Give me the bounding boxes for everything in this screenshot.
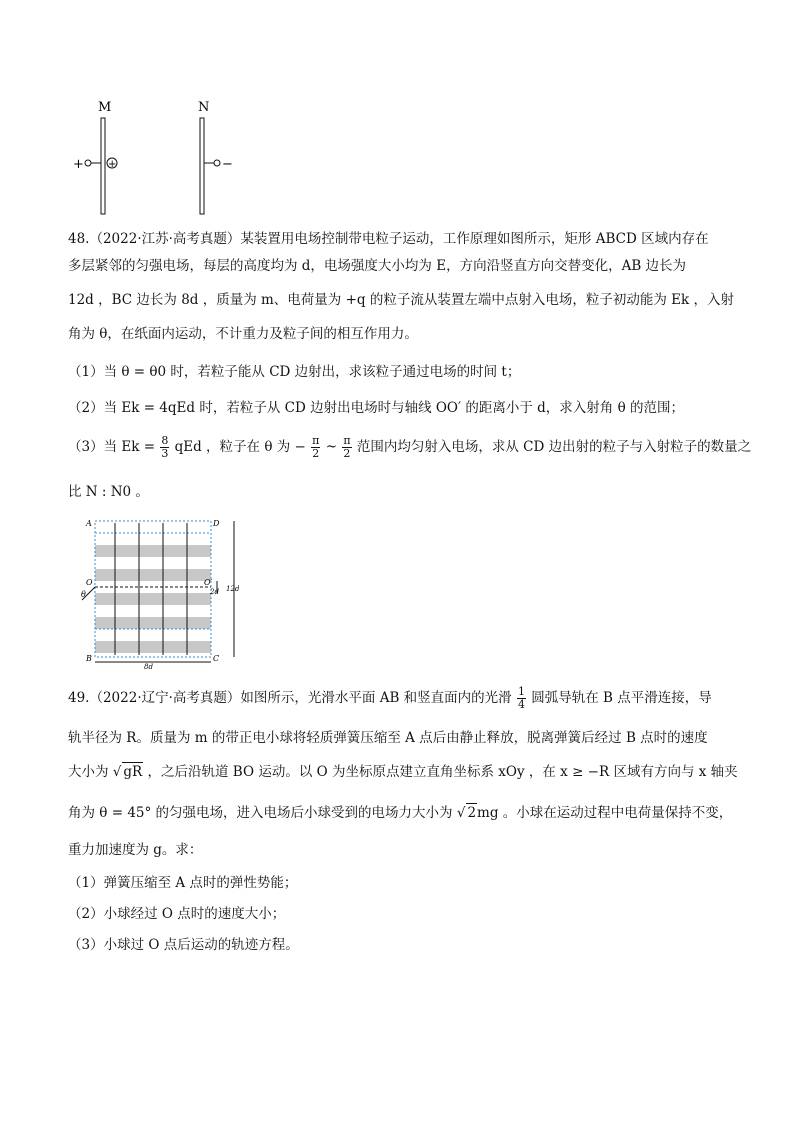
q48-line2: 多层紧邻的匀强电场，每层的高度均为 d，电场强度大小均为 E，方向沿竖直方向交替变化，AB 边长为 xyxy=(68,258,687,274)
q48-line3: 12d ，BC 边长为 8d ，质量为 m、电荷量为 +q 的粒子流从装置左端中点射入电场，粒子初动能为 Ek ，入射 xyxy=(68,292,734,308)
field-figure xyxy=(80,515,250,670)
q49-part3: （3）小球过 O 点后运动的轨迹方程。 xyxy=(68,937,299,953)
label-d: D xyxy=(213,519,220,528)
plates-figure xyxy=(60,90,260,220)
minus-terminal: − xyxy=(222,157,233,172)
band xyxy=(95,569,211,581)
particle-plus: + xyxy=(108,159,117,170)
q48-part3 xyxy=(68,434,751,460)
fraction-pi-2-b xyxy=(342,435,351,460)
band xyxy=(95,617,211,629)
region-abcd xyxy=(95,521,211,657)
frac-num: π xyxy=(343,434,351,447)
band xyxy=(95,593,211,605)
q48-part3-b: qEd ，粒子在 θ 为 − xyxy=(174,439,306,455)
q49-line1-b: 圆弧导轨在 B 点平滑连接，导 xyxy=(531,690,712,706)
fraction-8-3 xyxy=(160,435,169,460)
q49-line3: 大小为 √ gR ，之后沿轨道 BO 运动。以 O 为坐标原点建立直角坐标系 xOy ，在 x ≥ −R 区域有方向与 x 轴夹 xyxy=(68,764,738,780)
label-2d: 2d xyxy=(210,588,219,596)
q49-line1-a: 49.（2022·辽宁·高考真题）如图所示，光滑水平面 AB 和竖直面内的光滑 xyxy=(68,690,512,706)
frac-num: π xyxy=(312,434,320,447)
sqrt-gr: gR xyxy=(123,764,143,780)
q49-line1 xyxy=(68,685,712,711)
q48-part3-end: 比 N : N0 。 xyxy=(68,484,149,500)
terminal-left xyxy=(85,160,91,166)
frac-num: 8 xyxy=(161,434,169,447)
label-8d: 8d xyxy=(144,663,153,670)
band xyxy=(95,545,211,557)
q49-part1: （1）弹簧压缩至 A 点时的弹性势能； xyxy=(68,875,298,891)
q49-line4-a: 角为 θ = 45° 的匀强电场，进入电场后小球受到的电场力大小为 xyxy=(68,805,453,821)
fraction-1-4 xyxy=(517,686,526,711)
label-m: M xyxy=(98,100,112,115)
frac-den: 2 xyxy=(343,447,351,460)
label-theta: θ xyxy=(81,590,86,599)
terminal-right xyxy=(214,160,220,166)
band xyxy=(95,641,211,653)
q49-part2: （2）小球经过 O 点时的速度大小； xyxy=(68,906,286,922)
label-a: A xyxy=(86,519,92,528)
fraction-pi-2-a xyxy=(311,435,320,460)
q48-part1: （1）当 θ = θ0 时，若粒子能从 CD 边射出，求该粒子通过电场的时间 t； xyxy=(68,364,521,380)
q49-line4-b: mg 。小球在运动过程中电荷量保持不变， xyxy=(477,805,733,821)
label-o-prime: O′ xyxy=(204,578,213,587)
label-12d: 12d xyxy=(226,585,240,593)
frac-num: 1 xyxy=(517,685,525,698)
label-n: N xyxy=(198,100,210,115)
q49-line5: 重力加速度为 g。求： xyxy=(68,842,203,858)
q48-part3-d: 范围内均匀射入电场，求从 CD 边出射的粒子与入射粒子的数量之 xyxy=(356,439,752,455)
frac-den: 4 xyxy=(517,698,525,711)
q49-line4: 角为 θ = 45° 的匀强电场，进入电场后小球受到的电场力大小为 √ 2mg 。小球在运动过程中电荷量保持不变， xyxy=(68,805,733,821)
plate-n xyxy=(200,118,204,214)
q48-part2: （2）当 Ek = 4qEd 时，若粒子从 CD 边射出电场时与轴线 OO′ 的距离小于 d，求入射角 θ 的范围； xyxy=(68,400,684,416)
plate-m xyxy=(101,118,105,214)
frac-den: 2 xyxy=(312,447,320,460)
label-o: O xyxy=(86,578,93,587)
q49-line2: 轨半径为 R。质量为 m 的带正电小球将轻质弹簧压缩至 A 点后由静止释放，脱离弹簧后经过 B 点时的速度 xyxy=(68,730,708,746)
label-b: B xyxy=(86,654,92,663)
plus-terminal: + xyxy=(73,157,84,172)
q49-line3-b: ，之后沿轨道 BO 运动。以 O 为坐标原点建立直角坐标系 xOy ，在 x ≥ −R 区域有方向与 x 轴夹 xyxy=(147,764,738,780)
q48-part3-c: ~ xyxy=(325,439,338,455)
frac-den: 3 xyxy=(161,447,169,460)
label-c: C xyxy=(213,654,220,663)
q48-line1: 48.（2022·江苏·高考真题）某装置用电场控制带电粒子运动，工作原理如图所示，矩形 ABCD 区域内存在 xyxy=(68,231,709,247)
q48-line4: 角为 θ，在纸面内运动，不计重力及粒子间的相互作用力。 xyxy=(68,326,418,342)
sqrt-2: 2 xyxy=(467,805,477,821)
q49-line3-a: 大小为 xyxy=(68,764,109,780)
q48-part3-a: （3）当 Ek = xyxy=(68,439,156,455)
